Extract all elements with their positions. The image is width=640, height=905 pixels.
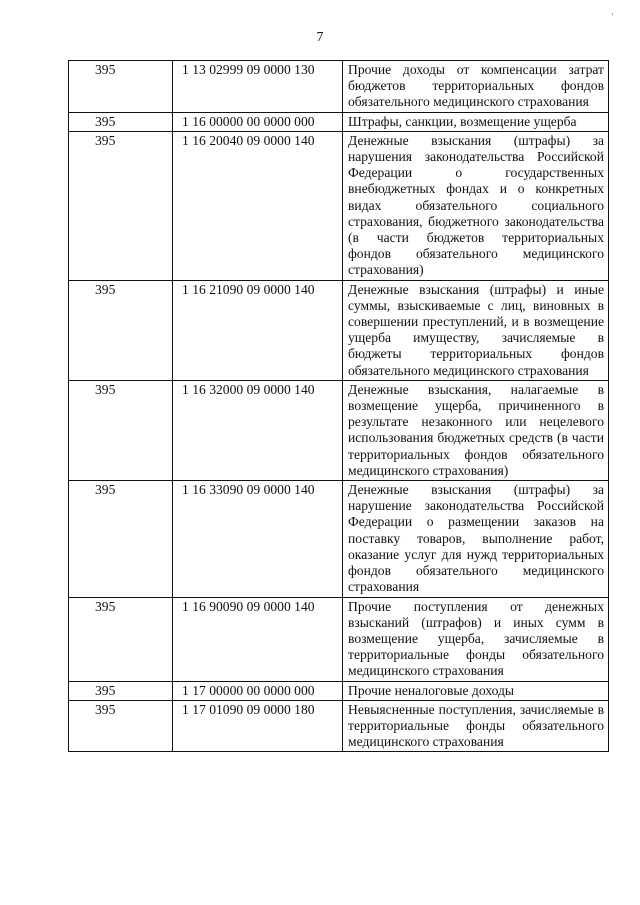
budget-code-cell: 1 16 20040 09 0000 140	[173, 131, 343, 280]
table-row	[69, 700, 609, 752]
page-mark: '	[612, 12, 614, 21]
table-row	[69, 681, 609, 700]
budget-code-cell: 1 16 00000 00 0000 000	[173, 112, 343, 131]
budget-code-cell: 1 13 02999 09 0000 130	[173, 61, 343, 113]
income-name-cell: Денежные взыскания (штрафы) за нарушения законодательства Российской Федерации о государственных внебюджетных фондах и о конкретных видах обязательного социального страхования, бюджетного законодательства (в части бюджетов территориальных фондов обязательного медицинского страхования)	[343, 131, 609, 280]
admin-code-cell: 395	[69, 61, 173, 113]
admin-code-cell: 395	[69, 700, 173, 752]
admin-code-cell: 395	[69, 280, 173, 380]
budget-code-cell: 1 16 33090 09 0000 140	[173, 481, 343, 597]
table-row	[69, 61, 609, 113]
income-name-cell: Денежные взыскания (штрафы) за нарушение законодательства Российской Федерации о размещении заказов на поставку товаров, выполнение работ, оказание услуг для нужд территориальных фондов обязательного медицинского страхования	[343, 481, 609, 597]
table-row	[69, 380, 609, 480]
admin-code-cell: 395	[69, 131, 173, 280]
table-row	[69, 280, 609, 380]
admin-code-cell: 395	[69, 597, 173, 681]
budget-code-cell: 1 16 90090 09 0000 140	[173, 597, 343, 681]
table-row	[69, 131, 609, 280]
income-name-cell: Прочие неналоговые доходы	[343, 681, 609, 700]
table-row	[69, 597, 609, 681]
income-name-cell: Денежные взыскания, налагаемые в возмещение ущерба, причиненного в результате незаконного или нецелевого использования бюджетных средств (в части территориальных фондов обязательного медицинского страхования)	[343, 380, 609, 480]
admin-code-cell: 395	[69, 481, 173, 597]
admin-code-cell: 395	[69, 112, 173, 131]
budget-codes-table	[68, 60, 609, 752]
income-name-cell: Штрафы, санкции, возмещение ущерба	[343, 112, 609, 131]
income-name-cell: Прочие доходы от компенсации затрат бюджетов территориальных фондов обязательного медицинского страхования	[343, 61, 609, 113]
admin-code-cell: 395	[69, 681, 173, 700]
income-name-cell: Прочие поступления от денежных взысканий (штрафов) и иных сумм в возмещение ущерба, зачисляемые в территориальные фонды обязательного медицинского страхования	[343, 597, 609, 681]
budget-code-cell: 1 17 01090 09 0000 180	[173, 700, 343, 752]
page-number: 7	[316, 30, 324, 45]
table-row	[69, 481, 609, 597]
budget-code-cell: 1 16 32000 09 0000 140	[173, 380, 343, 480]
income-name-cell: Денежные взыскания (штрафы) и иные суммы, взыскиваемые с лиц, виновных в совершении преступлений, и в возмещение ущерба имуществу, зачисляемые в бюджеты территориальных фондов обязательного медицинского страхования	[343, 280, 609, 380]
budget-code-cell: 1 17 00000 00 0000 000	[173, 681, 343, 700]
admin-code-cell: 395	[69, 380, 173, 480]
income-name-cell: Невыясненные поступления, зачисляемые в территориальные фонды обязательного медицинского страхования	[343, 700, 609, 752]
table-row	[69, 112, 609, 131]
budget-code-cell: 1 16 21090 09 0000 140	[173, 280, 343, 380]
